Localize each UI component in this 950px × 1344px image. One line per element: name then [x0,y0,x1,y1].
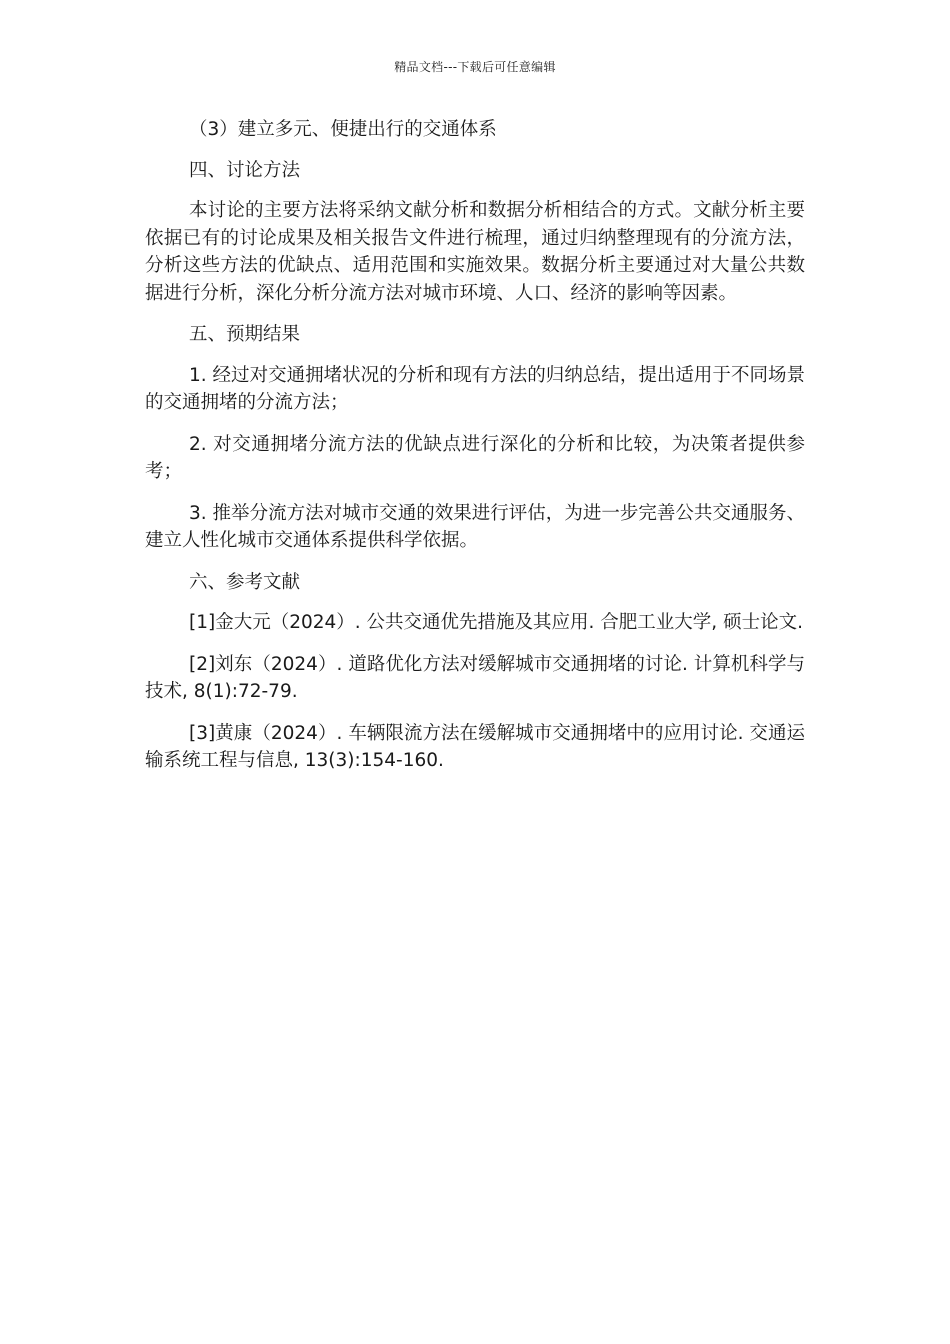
expected-result-2: 2. 对交通拥堵分流方法的优缺点进行深化的分析和比较，为决策者提供参考； [145,433,805,482]
section-heading-references: 六、参考文献 [189,571,301,593]
expected-result-1: 1. 经过对交通拥堵状况的分析和现有方法的归纳总结，提出适用于不同场景的交通拥堵的分流方法； [145,364,805,413]
subsection-item-3: （3）建立多元、便捷出行的交通体系 [189,119,497,140]
methods-paragraph: 本讨论的主要方法将采纳文献分析和数据分析相结合的方式。文献分析主要依据已有的讨论成果及相关报告文件进行梳理，通过归纳整理现有的分流方法，分析这些方法的优缺点、适用范围和实施效果。数据分析主要通过对大量公共数据进行分析，深化分析分流方法对城市环境、人口、经济的影响等因素。 [145,200,805,304]
section-heading-expected-results: 五、预期结果 [189,324,301,345]
reference-3: [3]黄康（2024）. 车辆限流方法在缓解城市交通拥堵中的应用讨论. 交通运输系统工程与信息, 13(3):154-160. [145,722,805,771]
section-heading-methods: 四、讨论方法 [189,159,301,181]
expected-result-3: 3. 推举分流方法对城市交通的效果进行评估，为进一步完善公共交通服务、建立人性化城市交通体系提供科学依据。 [145,502,805,551]
reference-1: [1]金大元（2024）. 公共交通优先措施及其应用. 合肥工业大学, 硕士论文. [189,612,803,633]
page-header: 精品文档---下载后可任意编辑 [394,60,556,74]
document-body [145,116,805,789]
reference-2: [2]刘东（2024）. 道路优化方法对缓解城市交通拥堵的讨论. 计算机科学与技术, 8(1):72-79. [145,653,805,702]
